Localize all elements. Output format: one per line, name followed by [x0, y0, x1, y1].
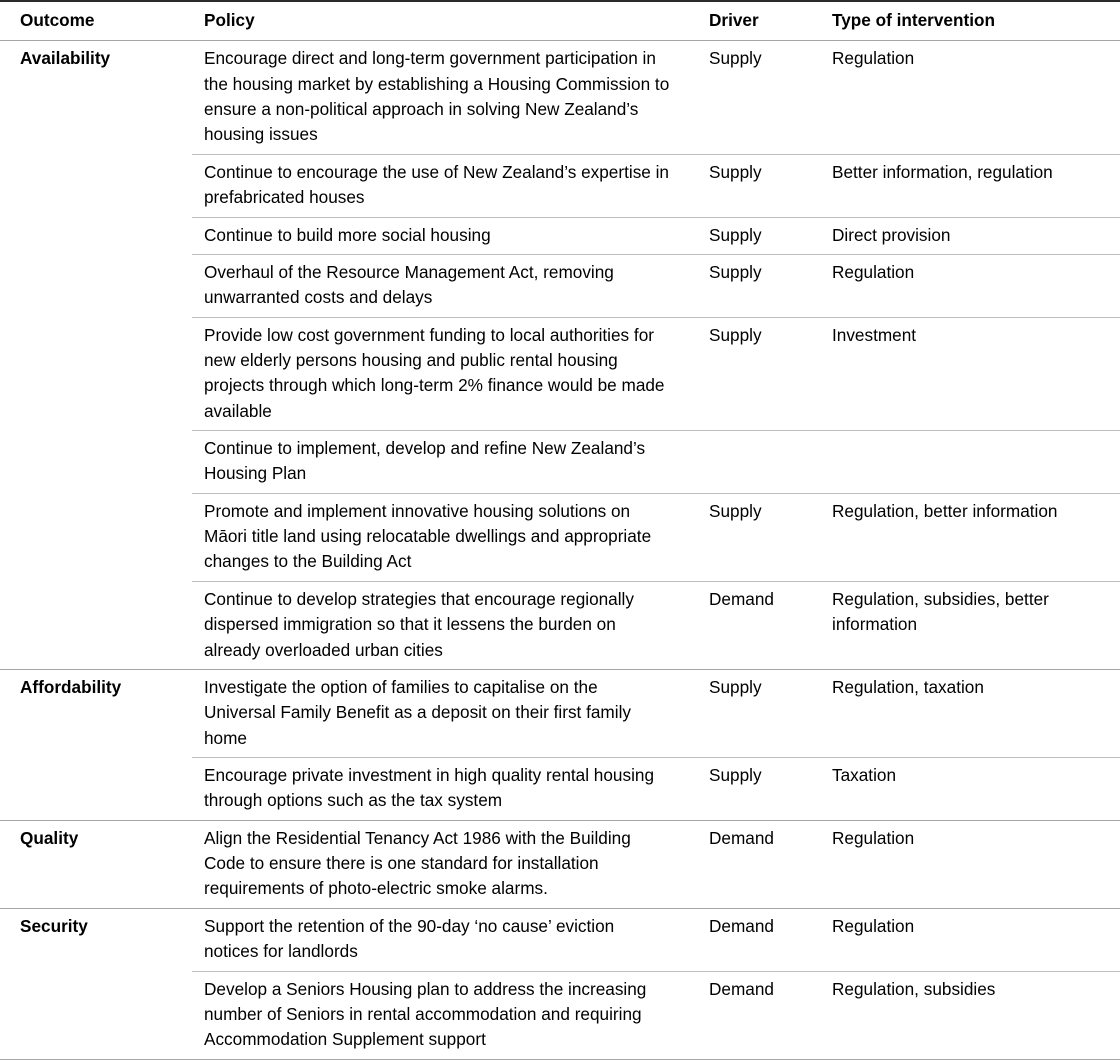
policy-text: Continue to encourage the use of New Zealand’s expertise in prefabricated houses [192, 154, 697, 217]
driver-value: Supply [697, 41, 820, 154]
policy-text: Promote and implement innovative housing solutions on Māori title land using relocatable dwellings and appropriate changes to the Building Act [192, 493, 697, 581]
table-body [0, 41, 1120, 1060]
driver-value: Demand [697, 581, 820, 669]
outcome-spacer [0, 217, 192, 254]
policy-text: Provide low cost government funding to local authorities for new elderly persons housing and public rental housing projects through which long-term 2% finance would be made available [192, 317, 697, 430]
driver-value: Supply [697, 757, 820, 820]
outcome-spacer [0, 431, 192, 494]
table-header-row [0, 1, 1120, 41]
intervention-type: Investment [820, 317, 1120, 430]
outcome-spacer [0, 581, 192, 669]
intervention-type: Regulation [820, 820, 1120, 908]
outcome-label: Quality [0, 820, 192, 908]
column-header-type-of-intervention: Type of intervention [820, 1, 1120, 41]
outcome-label: Affordability [0, 669, 192, 757]
driver-value: Demand [697, 908, 820, 971]
driver-value: Supply [697, 254, 820, 317]
outcome-label: Availability [0, 41, 192, 154]
table-row [0, 217, 1120, 254]
intervention-type: Better information, regulation [820, 154, 1120, 217]
driver-value [697, 431, 820, 494]
intervention-type: Regulation [820, 254, 1120, 317]
outcome-label: Security [0, 908, 192, 971]
table-row [0, 820, 1120, 908]
table-row [0, 757, 1120, 820]
outcome-spacer [0, 154, 192, 217]
driver-value: Supply [697, 317, 820, 430]
intervention-type [820, 431, 1120, 494]
column-header-policy: Policy [192, 1, 697, 41]
column-header-driver: Driver [697, 1, 820, 41]
policy-text: Continue to develop strategies that encourage regionally dispersed immigration so that it lessens the burden on already overloaded urban cities [192, 581, 697, 669]
driver-value: Supply [697, 154, 820, 217]
table-row [0, 581, 1120, 669]
driver-value: Demand [697, 971, 820, 1059]
intervention-type: Regulation, subsidies, better information [820, 581, 1120, 669]
policy-text: Support the retention of the 90-day ‘no cause’ eviction notices for landlords [192, 908, 697, 971]
table-row [0, 254, 1120, 317]
intervention-type: Regulation, subsidies [820, 971, 1120, 1059]
intervention-type: Regulation [820, 41, 1120, 154]
table-row [0, 908, 1120, 971]
intervention-type: Regulation [820, 908, 1120, 971]
policy-text: Investigate the option of families to capitalise on the Universal Family Benefit as a deposit on their first family home [192, 669, 697, 757]
outcome-spacer [0, 757, 192, 820]
outcome-spacer [0, 254, 192, 317]
intervention-type: Regulation, taxation [820, 669, 1120, 757]
policy-text: Align the Residential Tenancy Act 1986 with the Building Code to ensure there is one standard for installation requirements of photo-electric smoke alarms. [192, 820, 697, 908]
table-row [0, 669, 1120, 757]
outcome-spacer [0, 317, 192, 430]
table-row [0, 493, 1120, 581]
table-row [0, 431, 1120, 494]
intervention-type: Taxation [820, 757, 1120, 820]
policy-text: Continue to implement, develop and refine New Zealand’s Housing Plan [192, 431, 697, 494]
policy-text: Overhaul of the Resource Management Act, removing unwarranted costs and delays [192, 254, 697, 317]
outcome-spacer [0, 493, 192, 581]
outcome-spacer [0, 971, 192, 1059]
driver-value: Supply [697, 217, 820, 254]
policy-text: Develop a Seniors Housing plan to address the increasing number of Seniors in rental accommodation and requiring Accommodation Supplement support [192, 971, 697, 1059]
policy-text: Encourage private investment in high quality rental housing through options such as the tax system [192, 757, 697, 820]
driver-value: Demand [697, 820, 820, 908]
column-header-outcome: Outcome [0, 1, 192, 41]
driver-value: Supply [697, 493, 820, 581]
table-header [0, 1, 1120, 41]
table-row [0, 41, 1120, 154]
policy-text: Encourage direct and long-term government participation in the housing market by establishing a Housing Commission to ensure a non-political approach in solving New Zealand’s housing issues [192, 41, 697, 154]
intervention-type: Regulation, better information [820, 493, 1120, 581]
driver-value: Supply [697, 669, 820, 757]
table-row [0, 971, 1120, 1059]
table-row [0, 154, 1120, 217]
policy-text: Continue to build more social housing [192, 217, 697, 254]
table-row [0, 317, 1120, 430]
intervention-type: Direct provision [820, 217, 1120, 254]
